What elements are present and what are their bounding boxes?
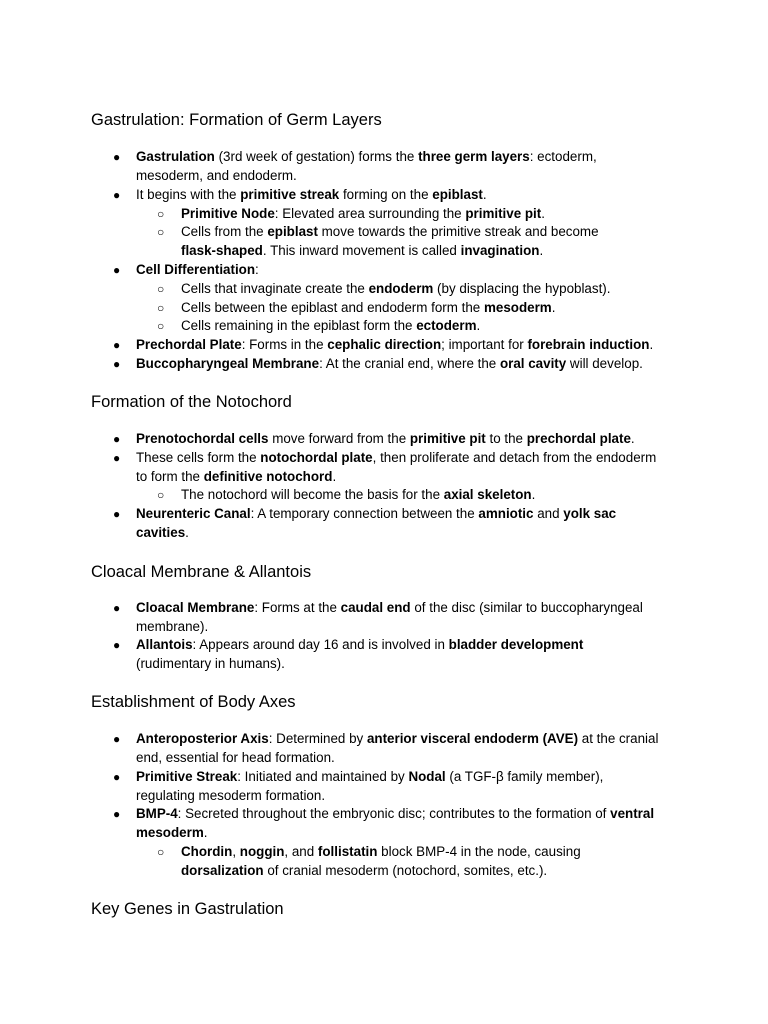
bullet-disc: ● (113, 601, 121, 615)
bullet-disc: ● (113, 770, 121, 784)
bullet-disc: ● (113, 732, 121, 746)
bullet-disc: ● (113, 338, 121, 352)
bullet-circle: ○ (157, 845, 165, 859)
bullet-disc: ● (113, 807, 121, 821)
text-line: These cells form the notochordal plate, then proliferate and detach from the endoderm (136, 450, 657, 465)
text-line: Prenotochordal cells move forward from the primitive pit to the prechordal plate. (136, 431, 635, 446)
bullet-circle: ○ (157, 319, 165, 333)
text-line: mesoderm, and endoderm. (136, 168, 297, 183)
text-line: dorsalization of cranial mesoderm (notochord, somites, etc.). (181, 863, 548, 878)
text-line: BMP-4: Secreted throughout the embryonic disc; contributes to the formation of ventral (136, 806, 655, 821)
text-line: mesoderm. (136, 825, 208, 840)
bullet-circle: ○ (157, 282, 165, 296)
heading-notochord: Formation of the Notochord (91, 393, 292, 411)
bullet-disc: ● (113, 451, 121, 465)
bullet-circle: ○ (157, 301, 165, 315)
text-line: Anteroposterior Axis: Determined by anterior visceral endoderm (AVE) at the cranial (136, 731, 659, 746)
text-line: Chordin, noggin, and follistatin block BMP-4 in the node, causing (181, 844, 581, 859)
bullet-circle: ○ (157, 225, 165, 239)
text-line: flask-shaped. This inward movement is called invagination. (181, 243, 544, 258)
text-line: Cells from the epiblast move towards the primitive streak and become (181, 224, 599, 239)
text-line: Cell Differentiation: (136, 262, 259, 277)
text-line: end, essential for head formation. (136, 750, 335, 765)
bullet-disc: ● (113, 150, 121, 164)
text-line: Primitive Node: Elevated area surrounding the primitive pit. (181, 206, 545, 221)
bullet-disc: ● (113, 432, 121, 446)
bullet-disc: ● (113, 507, 121, 521)
bullet-circle: ○ (157, 488, 165, 502)
text-line: Cells between the epiblast and endoderm form the mesoderm. (181, 300, 556, 315)
text-line: Allantois: Appears around day 16 and is involved in bladder development (136, 637, 584, 652)
text-line: regulating mesoderm formation. (136, 788, 326, 803)
text-line: Cloacal Membrane: Forms at the caudal end of the disc (similar to buccopharyngeal (136, 600, 643, 615)
bullet-disc: ● (113, 638, 121, 652)
heading-body-axes: Establishment of Body Axes (91, 693, 296, 711)
text-line: cavities. (136, 525, 189, 540)
heading-gastrulation: Gastrulation: Formation of Germ Layers (91, 111, 382, 129)
bullet-circle: ○ (157, 207, 165, 221)
text-line: Primitive Streak: Initiated and maintained by Nodal (a TGF-β family member), (136, 769, 604, 784)
heading-cloacal: Cloacal Membrane & Allantois (91, 563, 312, 581)
text-line: to form the definitive notochord. (136, 469, 337, 484)
text-line: Prechordal Plate: Forms in the cephalic direction; important for forebrain induction. (136, 337, 654, 352)
text-line: Gastrulation (3rd week of gestation) forms the three germ layers: ectoderm, (136, 149, 597, 164)
text-line: The notochord will become the basis for the axial skeleton. (181, 487, 536, 502)
bullet-disc: ● (113, 263, 121, 277)
heading-key-genes: Key Genes in Gastrulation (91, 900, 284, 918)
text-line: Buccopharyngeal Membrane: At the cranial end, where the oral cavity will develop. (136, 356, 643, 371)
text-line: Cells that invaginate create the endoderm (by displacing the hypoblast). (181, 281, 611, 296)
text-line: membrane). (136, 619, 209, 634)
text-line: It begins with the primitive streak forming on the epiblast. (136, 187, 487, 202)
text-line: Neurenteric Canal: A temporary connection between the amniotic and yolk sac (136, 506, 617, 521)
bullet-disc: ● (113, 188, 121, 202)
text-line: Cells remaining in the epiblast form the ectoderm. (181, 318, 481, 333)
text-line: (rudimentary in humans). (136, 656, 285, 671)
bullet-disc: ● (113, 357, 121, 371)
